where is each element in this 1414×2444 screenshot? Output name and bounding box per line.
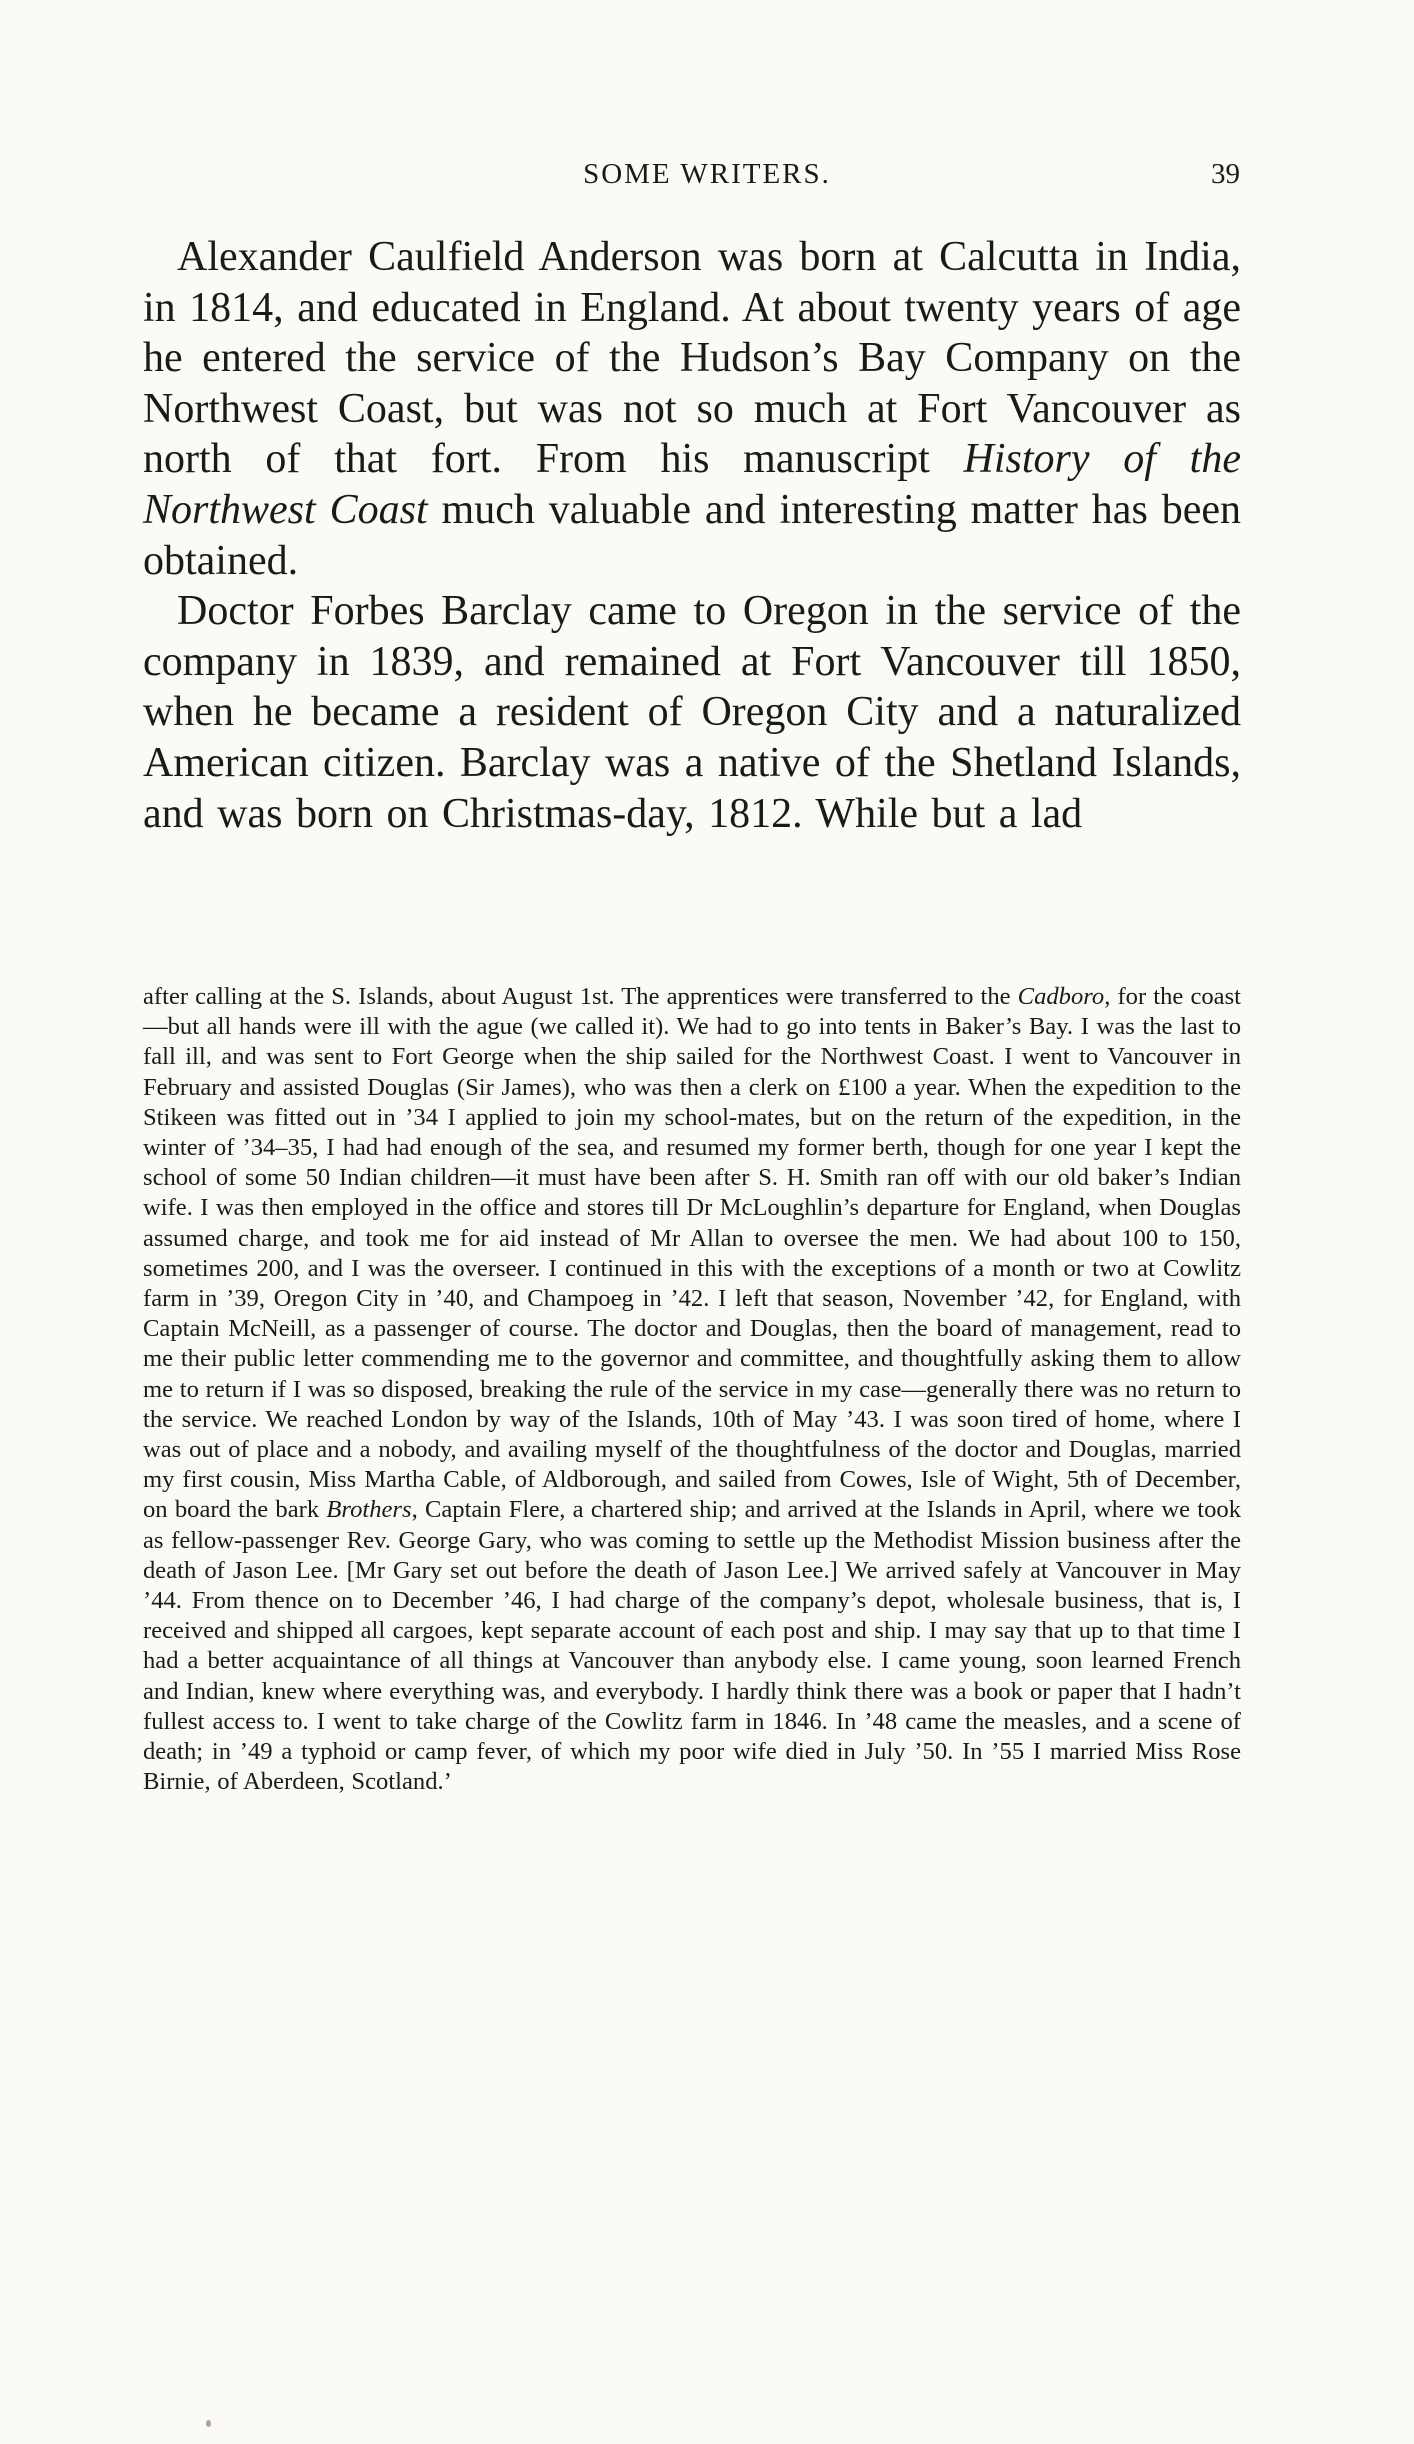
footnote — [143, 982, 1241, 1797]
running-head — [0, 158, 1414, 198]
running-title: SOME WRITERS. — [583, 158, 831, 190]
page-number: 39 — [1211, 158, 1240, 190]
body-text — [143, 232, 1241, 839]
anderson-text-2: much valuable and interesting matter has been obtained. — [143, 486, 1241, 584]
ink-speck — [206, 2420, 211, 2427]
anderson-paragraph — [143, 232, 1241, 586]
ship-name-cadboro: Cadboro — [1017, 983, 1105, 1010]
footnote-text-2: , for the coast—but all hands were ill with the ague (we called it). We had to go into tents in Baker’s Bay. I was the last to fall ill, and was sent to Fort George when the ship sailed for the Northwest Coast. I went to Vancouver in February and assisted Douglas (Sir James), who was then a clerk on £100 a year. When the expedition to the Stikeen was fitted out in ’34 I applied to join my school-mates, but on the return of the expedition, in the winter of ’34–35, I had had enough of the sea, and resumed my former berth, though for one year I kept the school of some 50 Indian children—it must have been after S. H. Smith ran off with our old baker’s Indian wife. I was then employed in the office and stores till Dr McLoughlin’s departure for England, when Douglas assumed charge, and took me for aid instead of Mr Allan to oversee the men. We had about 100 to 150, sometimes 200, and I was the overseer. I continued in this with the exceptions of a month or two at Cowlitz farm in ’39, Oregon City in ’40, and Champoeg in ’42. I left that season, November ’42, for England, with Captain McNeill, as a passenger of course. The doctor and Douglas, then the board of management, read to me their public letter commending me to the governor and committee, and thoughtfully asking them to allow me to return if I was so disposed, breaking the rule of the service in my case—generally there was no return to the service. We reached London by way of the Islands, 10th of May ’43. I was soon tired of home, where I was out of place and a nobody, and availing myself of the thoughtfulness of the doctor and Douglas, married my first cousin, Miss Martha Cable, of Aldborough, and sailed from Cowes, Isle of Wight, 5th of December, on board the bark — [143, 983, 1241, 1524]
barclay-paragraph: Doctor Forbes Barclay came to Oregon in the service of the company in 1839, and remained at Fort Vancouver till 1850, when he became a resident of Oregon City and a naturalized American citizen. Barclay was a native of the Shetland Islands, and was born on Christmas-day, 1812. While but a lad — [143, 588, 1241, 837]
footnote-text-3: , Captain Flere, a chartered ship; and arrived at the Islands in April, where we took as fellow-passenger Rev. George Gary, who was coming to settle up the Methodist Mission business after the death of Jason Lee. [Mr Gary set out before the death of Jason Lee.] We arrived safely at Vancouver in May ’44. From thence on to December ’46, I had charge of the company’s depot, wholesale business, that is, I received and shipped all cargoes, kept separate account of each post and ship. I may say that up to that time I had a better acquaintance of all things at Vancouver than anybody else. I came young, soon learned French and Indian, knew where everything was, and everybody. I hardly think there was a book or paper that I hadn’t fullest access to. I went to take charge of the Cowlitz farm in 1846. In ’48 came the measles, and a scene of death; in ’49 a typhoid or camp fever, of which my poor wife died in July ’50. In ’55 I married Miss Rose Birnie, of Aberdeen, Scotland.’ — [143, 1496, 1241, 1796]
anderson-text-1: Alexander Caulfield Anderson was born at Calcutta in India, in 1814, and educated in England. At about twenty years of age he entered the service of the Hudson’s Bay Company on the Northwest Coast, but was not so much at Fort Vancouver as north of that fort. From his manuscript — [143, 234, 1241, 483]
manuscript-title: History of the Northwest Coast — [143, 436, 1241, 533]
ship-name-brothers: Brothers — [326, 1496, 412, 1524]
footnote-text-1: after calling at the S. Islands, about August 1st. The apprentices were transferred to the — [143, 983, 1018, 1010]
